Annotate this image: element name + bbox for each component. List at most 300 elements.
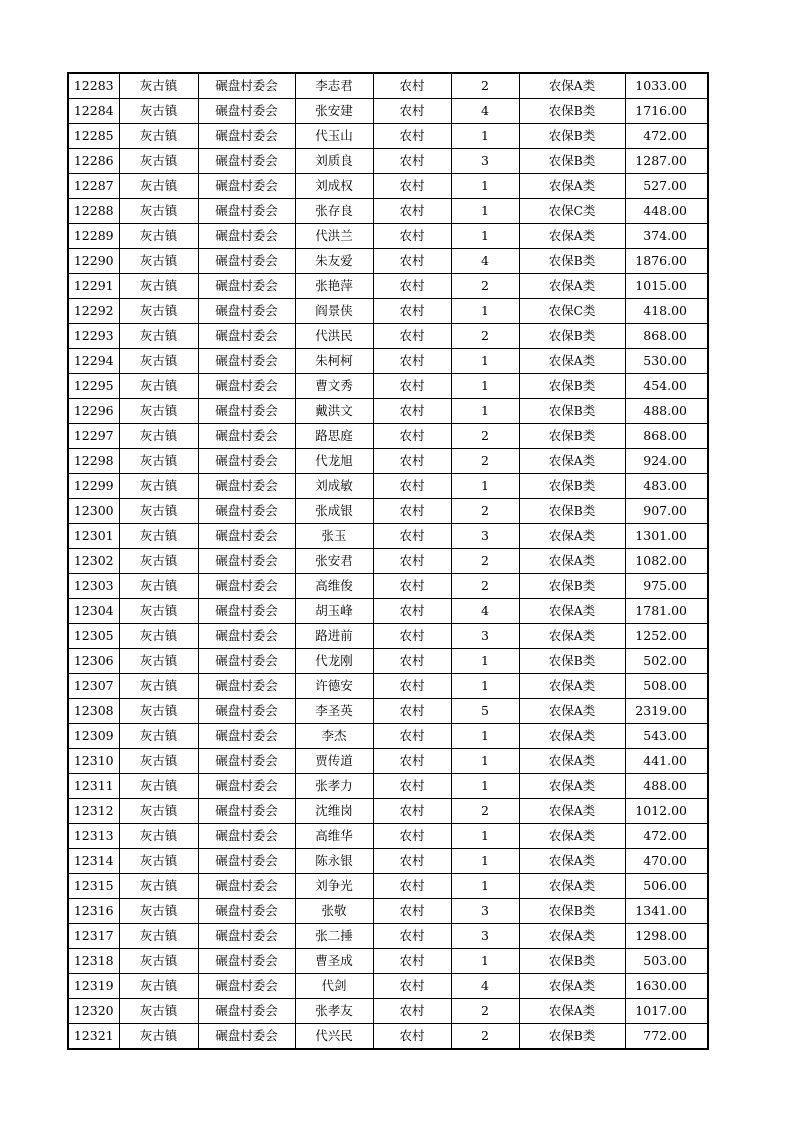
area-type-cell: 农村 — [373, 649, 451, 674]
name-cell: 代龙旭 — [295, 449, 373, 474]
area-type-cell: 农村 — [373, 224, 451, 249]
row-number-cell: 12284 — [68, 99, 119, 124]
row-number-cell: 12304 — [68, 599, 119, 624]
area-type-cell: 农村 — [373, 949, 451, 974]
name-cell: 张存良 — [295, 199, 373, 224]
amount-cell: 924.00 — [625, 449, 708, 474]
table-row — [68, 549, 708, 574]
row-number-cell: 12318 — [68, 949, 119, 974]
area-type-cell: 农村 — [373, 449, 451, 474]
table-row — [68, 174, 708, 199]
insurance-category-cell: 农保A类 — [519, 824, 625, 849]
name-cell: 路进前 — [295, 624, 373, 649]
name-cell: 陈永银 — [295, 849, 373, 874]
area-type-cell: 农村 — [373, 124, 451, 149]
name-cell: 刘争光 — [295, 874, 373, 899]
table-row — [68, 724, 708, 749]
row-number-cell: 12299 — [68, 474, 119, 499]
amount-cell: 470.00 — [625, 849, 708, 874]
row-number-cell: 12310 — [68, 749, 119, 774]
town-cell: 灰古镇 — [119, 749, 198, 774]
table-row — [68, 899, 708, 924]
table-row — [68, 374, 708, 399]
insurance-category-cell: 农保B类 — [519, 124, 625, 149]
town-cell: 灰古镇 — [119, 649, 198, 674]
household-size-cell: 3 — [451, 924, 519, 949]
area-type-cell: 农村 — [373, 73, 451, 99]
town-cell: 灰古镇 — [119, 574, 198, 599]
village-committee-cell: 碾盘村委会 — [198, 1024, 295, 1050]
table-row — [68, 574, 708, 599]
insurance-category-cell: 农保C类 — [519, 199, 625, 224]
village-committee-cell: 碾盘村委会 — [198, 299, 295, 324]
amount-cell: 1301.00 — [625, 524, 708, 549]
table-row — [68, 699, 708, 724]
town-cell: 灰古镇 — [119, 874, 198, 899]
insurance-category-cell: 农保A类 — [519, 774, 625, 799]
name-cell: 张成银 — [295, 499, 373, 524]
town-cell: 灰古镇 — [119, 924, 198, 949]
amount-cell: 868.00 — [625, 324, 708, 349]
insurance-category-cell: 农保A类 — [519, 549, 625, 574]
area-type-cell: 农村 — [373, 299, 451, 324]
amount-cell: 1252.00 — [625, 624, 708, 649]
name-cell: 朱柯柯 — [295, 349, 373, 374]
row-number-cell: 12301 — [68, 524, 119, 549]
table-row — [68, 624, 708, 649]
table-row — [68, 499, 708, 524]
insurance-category-cell: 农保A类 — [519, 599, 625, 624]
row-number-cell: 12317 — [68, 924, 119, 949]
village-committee-cell: 碾盘村委会 — [198, 974, 295, 999]
household-size-cell: 2 — [451, 73, 519, 99]
household-size-cell: 1 — [451, 299, 519, 324]
name-cell: 沈维岗 — [295, 799, 373, 824]
household-size-cell: 3 — [451, 899, 519, 924]
table-row — [68, 199, 708, 224]
name-cell: 许德安 — [295, 674, 373, 699]
household-size-cell: 1 — [451, 199, 519, 224]
household-size-cell: 1 — [451, 674, 519, 699]
row-number-cell: 12312 — [68, 799, 119, 824]
table-row — [68, 274, 708, 299]
table-row — [68, 874, 708, 899]
household-size-cell: 4 — [451, 99, 519, 124]
row-number-cell: 12288 — [68, 199, 119, 224]
amount-cell: 418.00 — [625, 299, 708, 324]
name-cell: 代剑 — [295, 974, 373, 999]
household-size-cell: 3 — [451, 149, 519, 174]
village-committee-cell: 碾盘村委会 — [198, 874, 295, 899]
row-number-cell: 12311 — [68, 774, 119, 799]
name-cell: 张安君 — [295, 549, 373, 574]
household-size-cell: 1 — [451, 849, 519, 874]
village-committee-cell: 碾盘村委会 — [198, 324, 295, 349]
insurance-category-cell: 农保B类 — [519, 649, 625, 674]
amount-cell: 530.00 — [625, 349, 708, 374]
row-number-cell: 12290 — [68, 249, 119, 274]
table-row — [68, 824, 708, 849]
village-committee-cell: 碾盘村委会 — [198, 149, 295, 174]
row-number-cell: 12293 — [68, 324, 119, 349]
amount-cell: 1015.00 — [625, 274, 708, 299]
name-cell: 戴洪文 — [295, 399, 373, 424]
town-cell: 灰古镇 — [119, 449, 198, 474]
village-committee-cell: 碾盘村委会 — [198, 399, 295, 424]
insurance-category-cell: 农保A类 — [519, 699, 625, 724]
amount-cell: 508.00 — [625, 674, 708, 699]
town-cell: 灰古镇 — [119, 349, 198, 374]
row-number-cell: 12294 — [68, 349, 119, 374]
table-row — [68, 924, 708, 949]
name-cell: 张艳萍 — [295, 274, 373, 299]
amount-cell: 1298.00 — [625, 924, 708, 949]
town-cell: 灰古镇 — [119, 1024, 198, 1050]
insurance-category-cell: 农保B类 — [519, 499, 625, 524]
insurance-category-cell: 农保A类 — [519, 674, 625, 699]
table-row — [68, 749, 708, 774]
name-cell: 高维俊 — [295, 574, 373, 599]
table-row — [68, 474, 708, 499]
table-row — [68, 799, 708, 824]
amount-cell: 483.00 — [625, 474, 708, 499]
town-cell: 灰古镇 — [119, 224, 198, 249]
table-row — [68, 949, 708, 974]
household-size-cell: 1 — [451, 774, 519, 799]
household-size-cell: 1 — [451, 824, 519, 849]
name-cell: 李圣英 — [295, 699, 373, 724]
row-number-cell: 12315 — [68, 874, 119, 899]
amount-cell: 975.00 — [625, 574, 708, 599]
amount-cell: 488.00 — [625, 399, 708, 424]
name-cell: 代玉山 — [295, 124, 373, 149]
village-committee-cell: 碾盘村委会 — [198, 574, 295, 599]
name-cell: 张孝友 — [295, 999, 373, 1024]
amount-cell: 454.00 — [625, 374, 708, 399]
household-size-cell: 2 — [451, 449, 519, 474]
table-row — [68, 774, 708, 799]
row-number-cell: 12297 — [68, 424, 119, 449]
village-committee-cell: 碾盘村委会 — [198, 824, 295, 849]
row-number-cell: 12298 — [68, 449, 119, 474]
area-type-cell: 农村 — [373, 974, 451, 999]
town-cell: 灰古镇 — [119, 899, 198, 924]
row-number-cell: 12292 — [68, 299, 119, 324]
name-cell: 张安建 — [295, 99, 373, 124]
village-committee-cell: 碾盘村委会 — [198, 224, 295, 249]
village-committee-cell: 碾盘村委会 — [198, 124, 295, 149]
village-committee-cell: 碾盘村委会 — [198, 649, 295, 674]
village-committee-cell: 碾盘村委会 — [198, 474, 295, 499]
name-cell: 代洪民 — [295, 324, 373, 349]
row-number-cell: 12313 — [68, 824, 119, 849]
row-number-cell: 12286 — [68, 149, 119, 174]
amount-cell: 2319.00 — [625, 699, 708, 724]
row-number-cell: 12283 — [68, 73, 119, 99]
amount-cell: 1017.00 — [625, 999, 708, 1024]
household-size-cell: 3 — [451, 624, 519, 649]
area-type-cell: 农村 — [373, 99, 451, 124]
area-type-cell: 农村 — [373, 599, 451, 624]
village-committee-cell: 碾盘村委会 — [198, 949, 295, 974]
village-committee-cell: 碾盘村委会 — [198, 599, 295, 624]
village-committee-cell: 碾盘村委会 — [198, 349, 295, 374]
town-cell: 灰古镇 — [119, 974, 198, 999]
area-type-cell: 农村 — [373, 199, 451, 224]
town-cell: 灰古镇 — [119, 999, 198, 1024]
household-size-cell: 1 — [451, 224, 519, 249]
household-size-cell: 4 — [451, 249, 519, 274]
village-committee-cell: 碾盘村委会 — [198, 249, 295, 274]
town-cell: 灰古镇 — [119, 324, 198, 349]
amount-cell: 543.00 — [625, 724, 708, 749]
amount-cell: 1341.00 — [625, 899, 708, 924]
area-type-cell: 农村 — [373, 574, 451, 599]
household-size-cell: 1 — [451, 649, 519, 674]
table-row — [68, 524, 708, 549]
area-type-cell: 农村 — [373, 624, 451, 649]
area-type-cell: 农村 — [373, 274, 451, 299]
amount-cell: 448.00 — [625, 199, 708, 224]
town-cell: 灰古镇 — [119, 149, 198, 174]
insurance-category-cell: 农保B类 — [519, 99, 625, 124]
village-committee-cell: 碾盘村委会 — [198, 724, 295, 749]
insurance-category-cell: 农保A类 — [519, 924, 625, 949]
row-number-cell: 12296 — [68, 399, 119, 424]
town-cell: 灰古镇 — [119, 699, 198, 724]
area-type-cell: 农村 — [373, 424, 451, 449]
amount-cell: 1082.00 — [625, 549, 708, 574]
row-number-cell: 12287 — [68, 174, 119, 199]
town-cell: 灰古镇 — [119, 274, 198, 299]
area-type-cell: 农村 — [373, 399, 451, 424]
town-cell: 灰古镇 — [119, 199, 198, 224]
area-type-cell: 农村 — [373, 1024, 451, 1050]
town-cell: 灰古镇 — [119, 99, 198, 124]
insurance-category-cell: 农保B类 — [519, 574, 625, 599]
amount-cell: 1012.00 — [625, 799, 708, 824]
area-type-cell: 农村 — [373, 374, 451, 399]
insurance-category-cell: 农保B类 — [519, 399, 625, 424]
amount-cell: 488.00 — [625, 774, 708, 799]
village-committee-cell: 碾盘村委会 — [198, 274, 295, 299]
row-number-cell: 12307 — [68, 674, 119, 699]
household-size-cell: 4 — [451, 974, 519, 999]
insurance-category-cell: 农保B类 — [519, 249, 625, 274]
town-cell: 灰古镇 — [119, 799, 198, 824]
area-type-cell: 农村 — [373, 724, 451, 749]
town-cell: 灰古镇 — [119, 774, 198, 799]
insurance-category-cell: 农保A类 — [519, 449, 625, 474]
table-row — [68, 299, 708, 324]
area-type-cell: 农村 — [373, 499, 451, 524]
amount-cell: 441.00 — [625, 749, 708, 774]
row-number-cell: 12285 — [68, 124, 119, 149]
table-row — [68, 349, 708, 374]
row-number-cell: 12305 — [68, 624, 119, 649]
amount-cell: 506.00 — [625, 874, 708, 899]
household-size-cell: 1 — [451, 374, 519, 399]
village-committee-cell: 碾盘村委会 — [198, 899, 295, 924]
town-cell: 灰古镇 — [119, 499, 198, 524]
insurance-category-cell: 农保B类 — [519, 1024, 625, 1050]
area-type-cell: 农村 — [373, 774, 451, 799]
village-committee-cell: 碾盘村委会 — [198, 999, 295, 1024]
table-row — [68, 1024, 708, 1050]
area-type-cell: 农村 — [373, 924, 451, 949]
village-committee-cell: 碾盘村委会 — [198, 449, 295, 474]
area-type-cell: 农村 — [373, 749, 451, 774]
name-cell: 曹文秀 — [295, 374, 373, 399]
name-cell: 刘质良 — [295, 149, 373, 174]
insurance-category-cell: 农保B类 — [519, 324, 625, 349]
town-cell: 灰古镇 — [119, 424, 198, 449]
town-cell: 灰古镇 — [119, 724, 198, 749]
insurance-category-cell: 农保B类 — [519, 149, 625, 174]
household-size-cell: 2 — [451, 424, 519, 449]
area-type-cell: 农村 — [373, 549, 451, 574]
name-cell: 阎景侠 — [295, 299, 373, 324]
amount-cell: 374.00 — [625, 224, 708, 249]
town-cell: 灰古镇 — [119, 374, 198, 399]
insurance-category-cell: 农保C类 — [519, 299, 625, 324]
insurance-category-cell: 农保B类 — [519, 374, 625, 399]
household-size-cell: 2 — [451, 1024, 519, 1050]
area-type-cell: 农村 — [373, 799, 451, 824]
subsidy-table — [67, 72, 709, 1050]
row-number-cell: 12321 — [68, 1024, 119, 1050]
town-cell: 灰古镇 — [119, 824, 198, 849]
household-size-cell: 1 — [451, 174, 519, 199]
town-cell: 灰古镇 — [119, 299, 198, 324]
name-cell: 李志君 — [295, 73, 373, 99]
area-type-cell: 农村 — [373, 999, 451, 1024]
village-committee-cell: 碾盘村委会 — [198, 624, 295, 649]
household-size-cell: 2 — [451, 549, 519, 574]
insurance-category-cell: 农保B类 — [519, 424, 625, 449]
village-committee-cell: 碾盘村委会 — [198, 799, 295, 824]
town-cell: 灰古镇 — [119, 599, 198, 624]
town-cell: 灰古镇 — [119, 399, 198, 424]
town-cell: 灰古镇 — [119, 849, 198, 874]
name-cell: 刘成权 — [295, 174, 373, 199]
area-type-cell: 农村 — [373, 524, 451, 549]
insurance-category-cell: 农保B类 — [519, 899, 625, 924]
insurance-category-cell: 农保A类 — [519, 799, 625, 824]
area-type-cell: 农村 — [373, 699, 451, 724]
area-type-cell: 农村 — [373, 249, 451, 274]
village-committee-cell: 碾盘村委会 — [198, 174, 295, 199]
row-number-cell: 12302 — [68, 549, 119, 574]
insurance-category-cell: 农保A类 — [519, 724, 625, 749]
amount-cell: 472.00 — [625, 824, 708, 849]
name-cell: 代洪兰 — [295, 224, 373, 249]
household-size-cell: 1 — [451, 874, 519, 899]
amount-cell: 503.00 — [625, 949, 708, 974]
table-row — [68, 124, 708, 149]
village-committee-cell: 碾盘村委会 — [198, 674, 295, 699]
table-row — [68, 599, 708, 624]
town-cell: 灰古镇 — [119, 674, 198, 699]
insurance-category-cell: 农保B类 — [519, 474, 625, 499]
amount-cell: 1716.00 — [625, 99, 708, 124]
insurance-category-cell: 农保A类 — [519, 624, 625, 649]
household-size-cell: 3 — [451, 524, 519, 549]
household-size-cell: 1 — [451, 724, 519, 749]
town-cell: 灰古镇 — [119, 124, 198, 149]
name-cell: 代兴民 — [295, 1024, 373, 1050]
insurance-category-cell: 农保A类 — [519, 874, 625, 899]
name-cell: 高维华 — [295, 824, 373, 849]
row-number-cell: 12314 — [68, 849, 119, 874]
name-cell: 张玉 — [295, 524, 373, 549]
insurance-category-cell: 农保A类 — [519, 274, 625, 299]
household-size-cell: 2 — [451, 999, 519, 1024]
village-committee-cell: 碾盘村委会 — [198, 73, 295, 99]
row-number-cell: 12289 — [68, 224, 119, 249]
amount-cell: 1876.00 — [625, 249, 708, 274]
area-type-cell: 农村 — [373, 824, 451, 849]
village-committee-cell: 碾盘村委会 — [198, 849, 295, 874]
table-row — [68, 399, 708, 424]
table-row — [68, 224, 708, 249]
insurance-category-cell: 农保A类 — [519, 974, 625, 999]
row-number-cell: 12300 — [68, 499, 119, 524]
area-type-cell: 农村 — [373, 324, 451, 349]
area-type-cell: 农村 — [373, 149, 451, 174]
table-row — [68, 73, 708, 99]
name-cell: 张孝力 — [295, 774, 373, 799]
insurance-category-cell: 农保A类 — [519, 524, 625, 549]
table-row — [68, 649, 708, 674]
town-cell: 灰古镇 — [119, 624, 198, 649]
household-size-cell: 2 — [451, 574, 519, 599]
amount-cell: 472.00 — [625, 124, 708, 149]
table-row — [68, 99, 708, 124]
table-row — [68, 149, 708, 174]
area-type-cell: 农村 — [373, 874, 451, 899]
town-cell: 灰古镇 — [119, 474, 198, 499]
row-number-cell: 12295 — [68, 374, 119, 399]
row-number-cell: 12303 — [68, 574, 119, 599]
household-size-cell: 1 — [451, 749, 519, 774]
insurance-category-cell: 农保A类 — [519, 224, 625, 249]
area-type-cell: 农村 — [373, 349, 451, 374]
table-row — [68, 974, 708, 999]
row-number-cell: 12309 — [68, 724, 119, 749]
town-cell: 灰古镇 — [119, 174, 198, 199]
household-size-cell: 5 — [451, 699, 519, 724]
area-type-cell: 农村 — [373, 849, 451, 874]
insurance-category-cell: 农保A类 — [519, 349, 625, 374]
household-size-cell: 1 — [451, 349, 519, 374]
amount-cell: 1287.00 — [625, 149, 708, 174]
amount-cell: 907.00 — [625, 499, 708, 524]
insurance-category-cell: 农保A类 — [519, 174, 625, 199]
household-size-cell: 4 — [451, 599, 519, 624]
name-cell: 朱友爱 — [295, 249, 373, 274]
village-committee-cell: 碾盘村委会 — [198, 549, 295, 574]
amount-cell: 527.00 — [625, 174, 708, 199]
village-committee-cell: 碾盘村委会 — [198, 374, 295, 399]
household-size-cell: 1 — [451, 124, 519, 149]
village-committee-cell: 碾盘村委会 — [198, 424, 295, 449]
household-size-cell: 2 — [451, 499, 519, 524]
insurance-category-cell: 农保A类 — [519, 749, 625, 774]
amount-cell: 868.00 — [625, 424, 708, 449]
village-committee-cell: 碾盘村委会 — [198, 524, 295, 549]
household-size-cell: 2 — [451, 799, 519, 824]
